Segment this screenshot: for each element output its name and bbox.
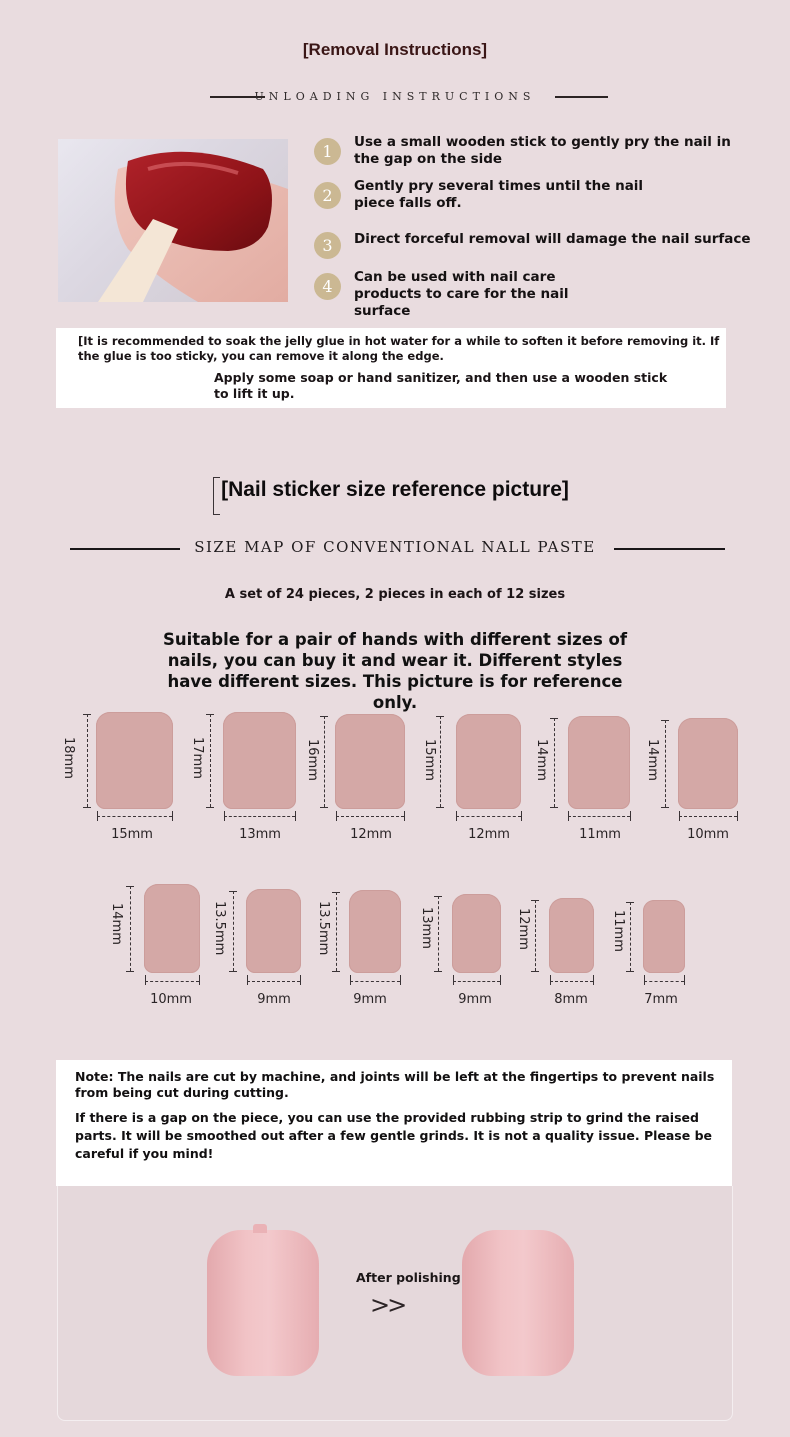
nail-sample [96, 712, 173, 809]
dim-cap [737, 811, 738, 821]
step-number-1: 1 [314, 138, 341, 165]
width-label: 9mm [257, 992, 291, 1007]
dim-cap [684, 975, 685, 985]
nail-sample [144, 884, 200, 973]
step-text-2: Gently pry several times until the nail piece falls off. [354, 178, 644, 211]
width-dimension [350, 981, 400, 988]
suitability-text: Suitable for a pair of hands with different sizes of nails, you can buy it and wear it. Different styles have different sizes. This picture is for reference only. [162, 630, 628, 712]
nail-sample [568, 716, 630, 809]
width-label: 13mm [239, 827, 281, 842]
height-label: 13.5mm [212, 901, 227, 956]
width-dimension [644, 981, 684, 988]
height-dimension [630, 902, 637, 971]
nail-sample [549, 898, 594, 973]
removal-subtitle: UNLOADING INSTRUCTIONS [254, 90, 536, 103]
height-dimension [233, 891, 240, 971]
removal-tip-box [56, 328, 726, 408]
polishing-comparison [57, 1186, 733, 1421]
dim-cap [229, 971, 237, 972]
dim-cap [531, 971, 539, 972]
tip-line-2: Apply some soap or hand sanitizer, and then use a wooden stick to lift it up. [214, 370, 668, 401]
dim-cap [206, 807, 214, 808]
nail-before-polishing [207, 1230, 319, 1376]
nail-sample [452, 894, 501, 973]
width-label: 15mm [111, 827, 153, 842]
nail-joint [253, 1224, 267, 1233]
dim-cap [626, 971, 634, 972]
height-label: 13mm [419, 907, 434, 949]
height-dimension [336, 892, 343, 971]
dim-cap [404, 811, 405, 821]
width-dimension [247, 981, 300, 988]
dim-cap [295, 811, 296, 821]
height-dimension [87, 714, 94, 807]
note-box [56, 1060, 732, 1186]
nail-sample [349, 890, 401, 973]
removal-title: [Removal Instructions] [302, 40, 488, 59]
arrow-icon: >> [370, 1291, 405, 1319]
dim-cap [436, 807, 444, 808]
width-dimension [568, 816, 630, 823]
dim-cap [172, 811, 173, 821]
dim-cap [400, 975, 401, 985]
dim-cap [500, 975, 501, 985]
height-label: 15mm [422, 739, 437, 781]
width-label: 9mm [458, 992, 492, 1007]
finger-illustration [58, 139, 288, 302]
width-dimension [456, 816, 521, 823]
width-label: 10mm [150, 992, 192, 1007]
height-label: 18mm [61, 737, 76, 779]
width-label: 11mm [579, 827, 621, 842]
height-dimension [665, 720, 672, 807]
dim-cap [126, 971, 134, 972]
height-dimension [554, 718, 561, 807]
set-info: A set of 24 pieces, 2 pieces in each of 12 sizes [224, 587, 566, 602]
height-label: 16mm [305, 739, 320, 781]
nail-sample [223, 712, 296, 809]
nail-after-polishing [462, 1230, 574, 1376]
size-subtitle: SIZE MAP OF CONVENTIONAL NALL PASTE [194, 538, 596, 556]
height-dimension [324, 716, 331, 807]
step-text-4: Can be used with nail care products to care for the nail surface [354, 269, 569, 319]
nail-sample [246, 889, 301, 973]
step-text-1: Use a small wooden stick to gently pry the nail in the gap on the side [354, 134, 731, 167]
height-dimension [438, 896, 445, 971]
nail-sample [643, 900, 685, 973]
height-label: 14mm [109, 903, 124, 945]
width-dimension [679, 816, 737, 823]
width-dimension [453, 981, 500, 988]
width-label: 12mm [468, 827, 510, 842]
width-label: 12mm [350, 827, 392, 842]
nail-sample [456, 714, 521, 809]
height-dimension [440, 716, 447, 807]
dim-cap [332, 971, 340, 972]
width-label: 9mm [353, 992, 387, 1007]
width-dimension [224, 816, 295, 823]
width-label: 8mm [554, 992, 588, 1007]
width-dimension [145, 981, 199, 988]
height-label: 12mm [516, 908, 531, 950]
removal-photo [58, 139, 288, 302]
dim-cap [550, 807, 558, 808]
dim-cap [199, 975, 200, 985]
step-number-3: 3 [314, 232, 341, 259]
dim-cap [593, 975, 594, 985]
step-number-2: 2 [314, 182, 341, 209]
step-number-4: 4 [314, 273, 341, 300]
height-label: 13.5mm [316, 901, 331, 956]
tip-line-1: [It is recommended to soak the jelly glue in hot water for a while to soften it before removing it. If the glue is too sticky, you can remove it along the edge. [78, 334, 720, 363]
width-dimension [97, 816, 172, 823]
height-label: 14mm [645, 739, 660, 781]
note-line-2: If there is a gap on the piece, you can use the provided rubbing strip to grind the raised parts. It will be smoothed out after a few gentle grinds. It is not a quality issue. Please be careful if you mind! [75, 1110, 712, 1161]
width-dimension [550, 981, 593, 988]
nail-sample [335, 714, 405, 809]
height-dimension [130, 886, 137, 971]
height-dimension [535, 900, 542, 971]
dim-cap [434, 971, 442, 972]
dim-cap [521, 811, 522, 821]
dim-cap [661, 807, 669, 808]
height-label: 11mm [611, 910, 626, 952]
size-title: [Nail sticker size reference picture] [221, 478, 569, 501]
dim-cap [630, 811, 631, 821]
height-dimension [210, 714, 217, 807]
note-line-1: Note: The nails are cut by machine, and joints will be left at the fingertips to prevent nails from being cut during cutting. [75, 1069, 715, 1100]
dim-cap [83, 807, 91, 808]
height-label: 17mm [190, 737, 205, 779]
width-dimension [336, 816, 404, 823]
step-text-3: Direct forceful removal will damage the nail surface [354, 231, 751, 247]
height-label: 14mm [534, 739, 549, 781]
nail-sample [678, 718, 738, 809]
dim-cap [300, 975, 301, 985]
dim-cap [320, 807, 328, 808]
after-polishing-label: After polishing [356, 1270, 461, 1285]
width-label: 10mm [687, 827, 729, 842]
width-label: 7mm [644, 992, 678, 1007]
